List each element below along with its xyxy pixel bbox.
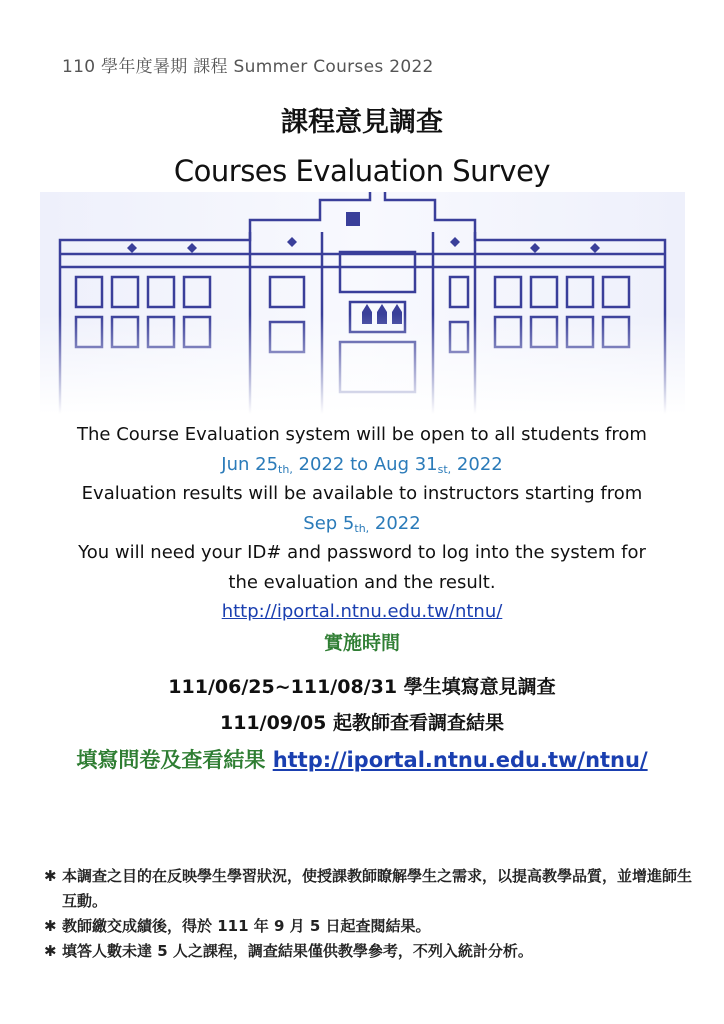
course-header: 110 學年度暑期 課程 Summer Courses 2022 xyxy=(62,57,434,77)
info-open-line: The Course Evaluation system will be open to all students from xyxy=(77,424,647,445)
evaluation-info xyxy=(0,420,724,627)
asterisk-icon: ✱ xyxy=(44,867,57,885)
schedule-title: 實施時間 xyxy=(323,632,400,654)
asterisk-icon: ✱ xyxy=(44,942,57,960)
note-text: 教師繳交成績後，得於 111 年 9 月 5 日起查閱結果。 xyxy=(62,917,431,935)
note-item xyxy=(44,864,694,914)
teacher-date: 111/09/05 起教師查看調查結果 xyxy=(219,712,505,734)
fill-portal-link[interactable]: http://iportal.ntnu.edu.tw/ntnu/ xyxy=(272,748,648,772)
open-period xyxy=(0,450,724,480)
open-end-year: 2022 xyxy=(451,453,503,475)
result-date-prefix: Sep 5 xyxy=(303,512,355,534)
open-start-suffix: th, xyxy=(278,462,293,476)
note-item xyxy=(44,939,694,964)
student-period: 111/06/25~111/08/31 學生填寫意見調查 xyxy=(168,676,556,698)
open-end-suffix: st, xyxy=(437,462,452,476)
result-date xyxy=(0,509,724,539)
page-title-zh: 課程意見調查 xyxy=(281,107,443,138)
fill-label: 填寫問卷及查看結果 xyxy=(76,748,273,772)
note-text: 填答人數未達 5 人之課程，調查結果僅供教學參考，不列入統計分析。 xyxy=(62,942,533,960)
building-illustration xyxy=(40,192,685,414)
note-item xyxy=(44,914,694,939)
info-login-line: You will need your ID# and password to log into the system for xyxy=(78,542,646,563)
open-start: Jun 25 xyxy=(221,453,279,475)
result-date-year: 2022 xyxy=(369,512,421,534)
page-title-en: Courses Evaluation Survey xyxy=(173,154,551,188)
fill-survey-line xyxy=(0,744,724,774)
note-text: 本調查之目的在反映學生學習狀況，使授課教師瞭解學生之需求，以提高教學品質，並增進師生互動。 xyxy=(62,867,693,910)
info-results-line: Evaluation results will be available to instructors starting from xyxy=(81,483,643,504)
portal-link[interactable]: http://iportal.ntnu.edu.tw/ntnu/ xyxy=(221,601,503,622)
result-date-suffix: th, xyxy=(354,521,370,535)
info-login-line-2: the evaluation and the result. xyxy=(228,571,496,593)
asterisk-icon: ✱ xyxy=(44,917,57,935)
open-mid: 2022 to Aug 31 xyxy=(292,453,438,475)
notes-list xyxy=(44,864,694,964)
